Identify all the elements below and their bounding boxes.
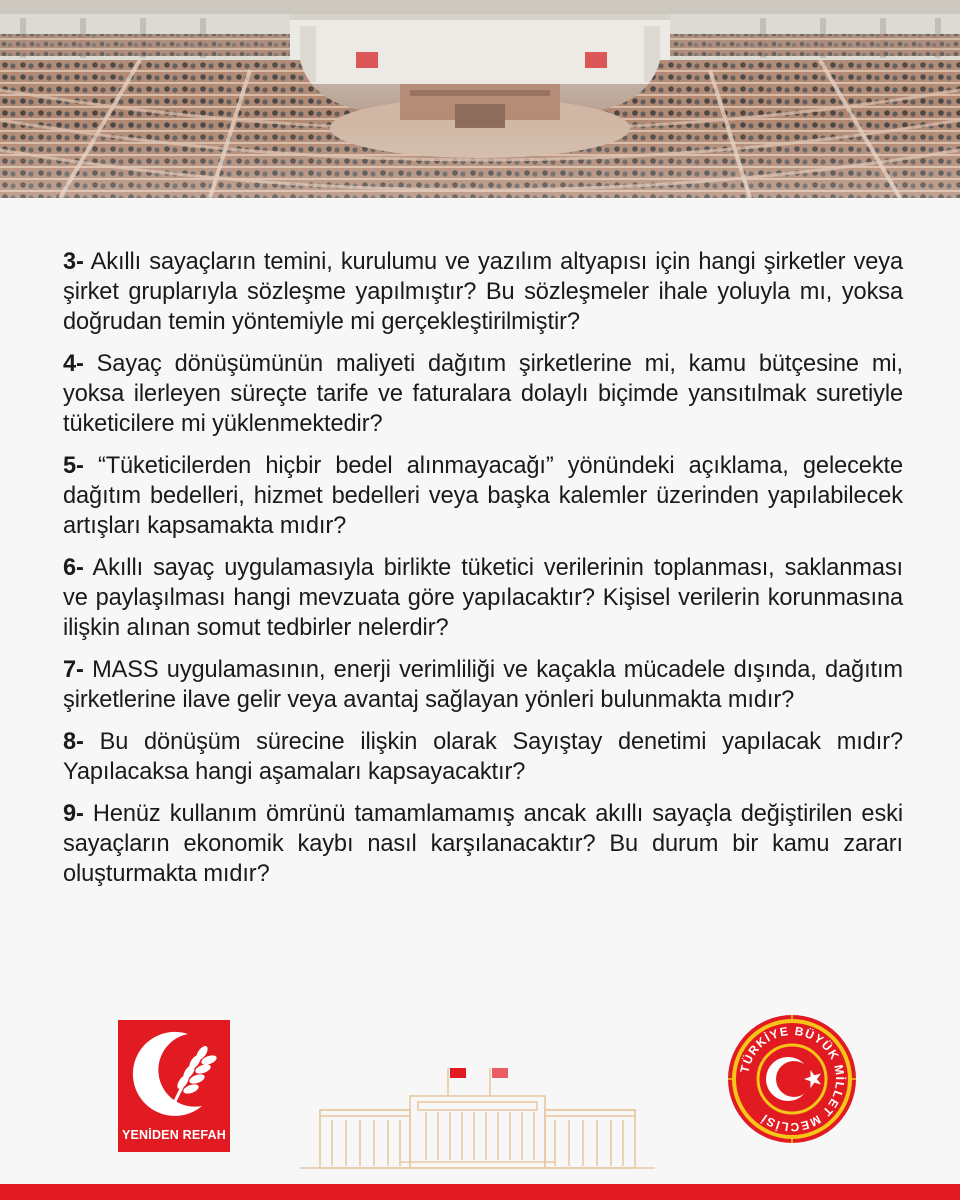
question-6 — [63, 553, 903, 643]
question-4 — [63, 349, 903, 439]
question-number: 8- — [63, 729, 84, 755]
header-photo-overlay — [0, 0, 960, 198]
question-number: 6- — [63, 555, 84, 581]
question-8 — [63, 727, 903, 787]
question-3 — [63, 247, 903, 337]
questions-list — [63, 247, 903, 901]
question-text: Bu dönüşüm sürecine ilişkin olarak Sayıştay denetimi yapılacak mıdır? Yapılacaksa hangi aşamaları kapsayacaktır? — [63, 729, 903, 785]
header-photo — [0, 0, 960, 198]
question-text: Sayaç dönüşümünün maliyeti dağıtım şirketlerine mi, kamu bütçesine mi, yoksa ilerleyen süreçte tarife ve faturalara dolaylı biçimde yansıtılmak suretiyle tüketicilere mi yüklenmektedir? — [63, 351, 903, 437]
bottom-brand-bar — [0, 1184, 960, 1200]
party-name: YENİDEN REFAH — [121, 1128, 226, 1142]
question-5 — [63, 451, 903, 541]
yeniden-refah-logo — [118, 1020, 230, 1152]
seal-text: TÜRKİYE BÜYÜK MİLLET MECLİSİ — [737, 1023, 848, 1135]
question-text: MASS uygulamasının, enerji verimliliği ve kaçakla mücadele dışında, dağıtım şirketlerine ilave gelir veya avantaj sağlayan yönleri bulunmakta mıdır? — [63, 657, 903, 713]
parliament-building-icon — [300, 1062, 655, 1177]
question-text: Akıllı sayaçların temini, kurulumu ve yazılım altyapısı için hangi şirketler veya şirket gruplarıyla sözleşme yapılmıştır? Bu sözleşmeler ihale yoluyla mı, yoksa doğrudan temin yöntemiyle mi gerçekleştirilmiştir? — [63, 249, 904, 335]
question-9 — [63, 799, 903, 889]
question-7 — [63, 655, 903, 715]
question-number: 4- — [63, 351, 84, 377]
question-text: Henüz kullanım ömrünü tamamlamamış ancak akıllı sayaçla değiştirilen eski sayaçların ekonomik kaybı nasıl karşılanacaktır? Bu durum bir kamu zararı oluşturmakta mıdır? — [63, 801, 903, 887]
question-number: 9- — [63, 801, 84, 827]
question-text: “Tüketicilerden hiçbir bedel alınmayacağı” yönündeki açıklama, gelecekte dağıtım bedelleri, hizmet bedelleri veya başka kalemler üzerinden yapılabilecek artışları kapsamakta mıdır? — [63, 453, 903, 539]
question-number: 5- — [63, 453, 84, 479]
crescent-wheat-icon — [118, 1020, 230, 1130]
question-number: 7- — [63, 657, 84, 683]
question-number: 3- — [63, 249, 84, 275]
tbmm-seal — [726, 1013, 858, 1150]
question-text: Akıllı sayaç uygulamasıyla birlikte tüketici verilerinin toplanması, saklanması ve paylaşılması hangi mevzuata göre yapılacaktır? Kişisel verilerin korunmasına ilişkin alınan somut tedbirler nelerdir? — [63, 555, 903, 641]
